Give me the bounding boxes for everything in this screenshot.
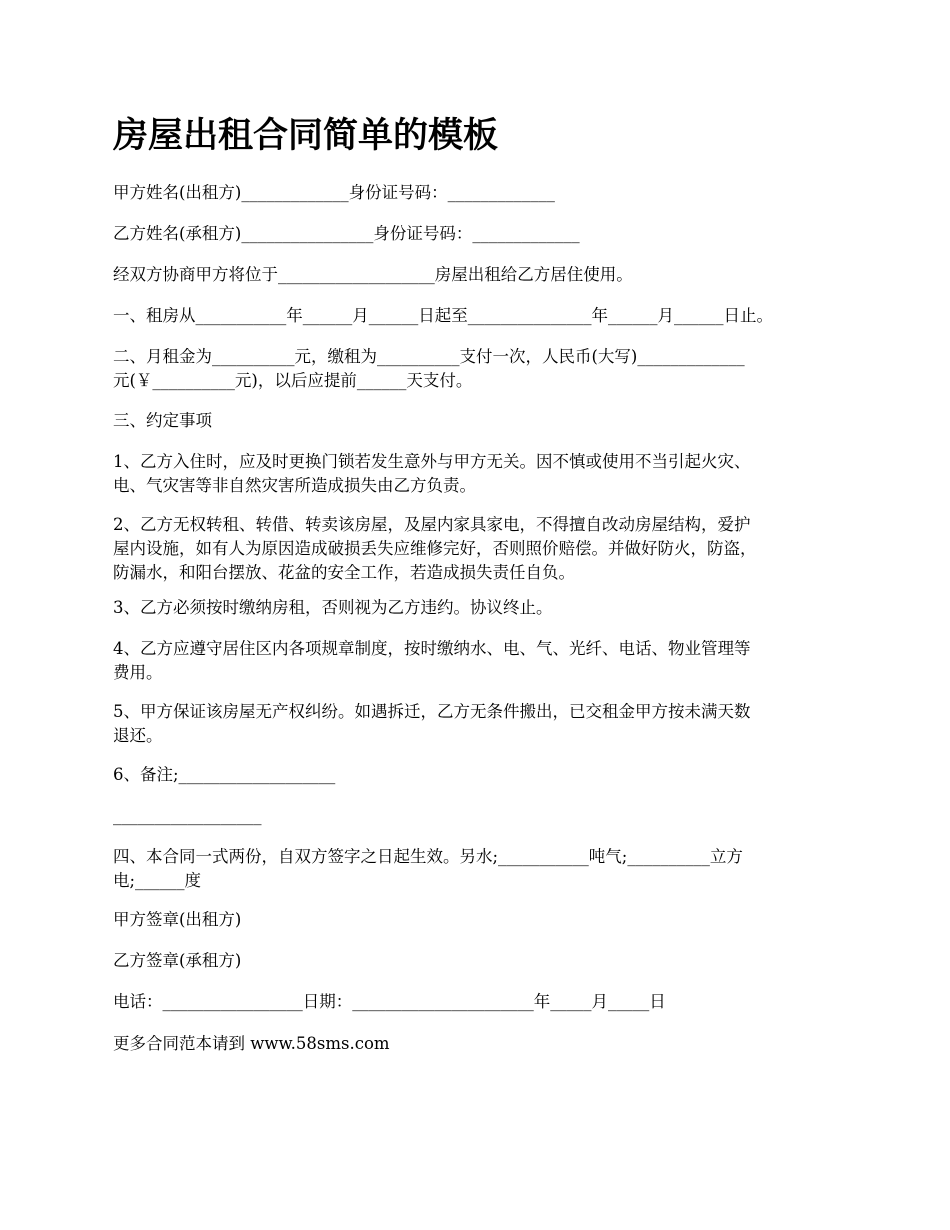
remarks-continuation: __________________: [113, 806, 262, 825]
rent-clause-line: 元(￥__________元)，以后应提前______天支付。: [113, 371, 473, 390]
clause-line: 退还。: [113, 726, 163, 745]
clause-line: 4、乙方应遵守居住区内各项规章制度，按时缴纳水、电、气、光纤、电话、物业管理等: [113, 639, 751, 658]
lease-term: 一、租房从___________年______月______日起至_______________年______月______日止。: [113, 306, 773, 325]
clause-line: 2、乙方无权转租、转借、转卖该房屋，及屋内家具家电，不得擅自改动房屋结构，爱护: [113, 515, 751, 534]
clause-line: 四、本合同一式两份，自双方签字之日起生效。另水;___________吨气;__________立方: [113, 847, 743, 866]
clause-item-5: [113, 700, 843, 748]
rent-clause: [113, 345, 843, 393]
clause-line: 5、甲方保证该房屋无产权纠纷。如遇拆迁，乙方无条件搬出，已交租金甲方按未满天数: [113, 702, 751, 721]
footer-link: 更多合同范本请到 www.58sms.com: [113, 1034, 390, 1053]
phone-date-line: 电话：_________________日期：______________________年_____月_____日: [113, 992, 666, 1011]
party-a-line: 甲方姓名(出租方)_____________身份证号码：_____________: [113, 183, 555, 202]
signature-party-b: 乙方签章(承租方): [113, 951, 242, 970]
party-b-line: 乙方姓名(承租方)________________身份证号码：_____________: [113, 224, 580, 243]
clause-line: 1、乙方入住时，应及时更换门锁若发生意外与甲方无关。因不慎或使用不当引起火灾、: [113, 452, 751, 471]
clause-line: 电;______度: [113, 871, 202, 890]
clause-line: 费用。: [113, 663, 163, 682]
clause-item-3: 3、乙方必须按时缴纳房租，否则视为乙方违约。协议终止。: [113, 598, 553, 617]
property-location: 经双方协商甲方将位于___________________房屋出租给乙方居住使用。: [113, 265, 633, 284]
clause-item-2: [113, 513, 843, 585]
rent-clause-line: 二、月租金为__________元，缴租为__________支付一次，人民币(大写)_____________: [113, 347, 745, 366]
clause-line: 电、气灾害等非自然灾害所造成损失由乙方负责。: [113, 476, 476, 495]
clause-item-6-remarks: 6、备注;___________________: [113, 765, 336, 784]
clause-line: 防漏水，和阳台摆放、花盆的安全工作，若造成损失责任自负。: [113, 563, 575, 582]
section-three-heading: 三、约定事项: [113, 411, 212, 430]
section-four: [113, 845, 843, 893]
clause-item-1: [113, 450, 843, 498]
signature-party-a: 甲方签章(出租方): [113, 910, 242, 929]
clause-item-4: [113, 637, 843, 685]
clause-line: 屋内设施，如有人为原因造成破损丢失应维修完好，否则照价赔偿。并做好防火，防盗，: [113, 539, 757, 558]
document-title: 房屋出租合同简单的模板: [113, 115, 499, 156]
